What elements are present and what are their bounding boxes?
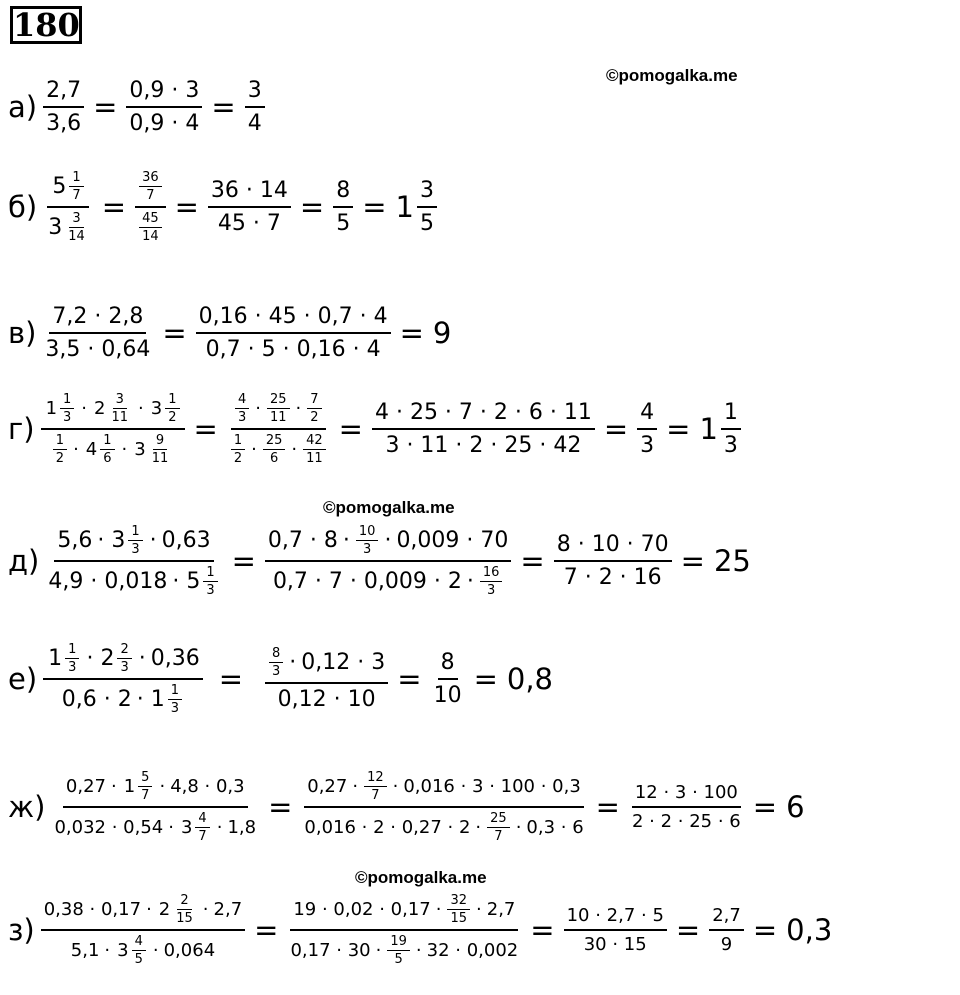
fraction: $\frac{8}{10}$ (433, 650, 462, 708)
equation-row-z (8, 893, 960, 967)
equals-sign: = (268, 790, 293, 824)
fraction: $\frac{0,9 \cdot 3}{0,9 \cdot 4}$ (126, 78, 202, 136)
problem-number: 180 (10, 6, 82, 44)
mixed-number: 3 $\frac{3}{14}$ (48, 211, 85, 244)
equals-sign: = (399, 316, 424, 350)
complex-fraction (43, 170, 93, 244)
fraction: $\frac{10 \cdot 2,7 \cdot 5}{30 \cdot 15}$ (564, 905, 667, 955)
fraction: $\frac{2,7}{9}$ (709, 905, 744, 955)
equals-sign: = (397, 662, 422, 696)
fraction: $\frac{4 \cdot 25 \cdot 7 \cdot 2 \cdot 6 \cdot 11}{3 \cdot 11 \cdot 2 \cdot 25 \cdot 42}$ (372, 400, 595, 458)
fraction: $\frac{4}{3}$ (637, 400, 657, 458)
complex-fraction: $\frac{\frac{36}{7}}{\frac{45}{14}}$ (135, 170, 166, 244)
equals-sign: = (595, 790, 620, 824)
complex-fraction: 19 · 0,02 · 0,17 · $\frac{32}{15}$ · 2,7 0,17 · 30 · $\frac{19}{5}$ · 32 · 0,002 (290, 893, 519, 967)
equals-sign: = (93, 90, 118, 124)
equals-sign: = (338, 412, 363, 446)
mixed-number: 5 $\frac{1}{7}$ (52, 170, 83, 203)
row-label: е) (8, 662, 38, 696)
equation-row-g (8, 392, 960, 466)
complex-fraction: $\frac{8}{3}$ · 0,12 · 3 0,12 · 10 (265, 646, 388, 712)
complex-fraction: 0,7 · 8 · $\frac{10}{3}$ · 0,009 · 70 0,7 · 7 · 0,009 · 2 · $\frac{16}{3}$ (265, 524, 511, 598)
result-value: 6 (786, 790, 805, 824)
equals-sign: = (218, 662, 244, 696)
equals-sign: = (231, 544, 256, 578)
equation-row-d (8, 524, 960, 598)
equation-row-e (8, 642, 960, 716)
equals-sign: = (680, 544, 705, 578)
equals-sign: = (752, 913, 778, 947)
result-value: 0,3 (786, 913, 833, 947)
equals-sign: = (193, 412, 218, 446)
complex-fraction: 5,6 · 3 $\frac{1}{3}$ · 0,63 4,9 · 0,018 · 5 $\frac{1}{3}$ (45, 524, 222, 598)
watermark: ©pomogalka.me (355, 868, 487, 887)
equals-sign: = (603, 412, 629, 446)
equation-row-b (8, 170, 960, 244)
result-mixed-number: 1 $\frac{1}{3}$ (699, 400, 740, 458)
equation-row-v (8, 304, 960, 362)
equals-sign: = (299, 190, 325, 224)
complex-fraction: 0,27 · $\frac{12}{7}$ · 0,016 · 3 · 100 · 0,3 0,016 · 2 · 0,27 · 2 · $\frac{25}{7}$ · 0,3 · 6 (304, 770, 584, 844)
complex-fraction: 1 $\frac{1}{3}$ · 2 $\frac{2}{3}$ · 0,36 0,6 · 2 · 1 $\frac{1}{3}$ (43, 642, 203, 716)
fraction: $\frac{12 \cdot 3 \cdot 100}{2 \cdot 2 \cdot 25 \cdot 6}$ (631, 782, 741, 832)
equation-row-zh (8, 770, 960, 844)
equals-sign: = (254, 913, 279, 947)
complex-fraction: 0,38 · 0,17 · 2 $\frac{2}{15}$ · 2,7 5,1 · 3 $\frac{4}{5}$ · 0,064 (41, 893, 245, 967)
equals-sign: = (174, 190, 199, 224)
row-label: б) (8, 190, 38, 224)
row-label: з) (8, 913, 35, 947)
result-mixed-number: 1 $\frac{3}{5}$ (396, 178, 437, 236)
watermark: ©pomogalka.me (323, 498, 455, 517)
result-value: 25 (713, 544, 751, 578)
equals-sign: = (666, 412, 691, 446)
row-label: д) (8, 544, 40, 578)
complex-fraction: 1 $\frac{1}{3}$ · 2 $\frac{3}{11}$ · 3 $\frac{1}{2}$ $\frac{1}{2}$ · 4 $\frac{1}{6}$ · 3 $\frac{9}{11}$ (41, 392, 185, 466)
equals-sign: = (752, 790, 778, 824)
equals-sign: = (530, 913, 555, 947)
fraction: $\frac{8 \cdot 10 \cdot 70}{7 \cdot 2 \cdot 16}$ (554, 532, 672, 590)
equals-sign: = (473, 662, 498, 696)
fraction: $\frac{8}{5}$ (333, 178, 353, 236)
fraction: $\frac{3}{4}$ (245, 78, 265, 136)
fraction: $\frac{2,7}{3,6}$ (43, 78, 84, 136)
row-label: в) (8, 316, 37, 350)
watermark: ©pomogalka.me (606, 66, 738, 85)
equals-sign: = (362, 190, 387, 224)
complex-fraction: $\frac{4}{3}$ · $\frac{25}{11}$ · $\frac{7}{2}$ $\frac{1}{2}$ · $\frac{25}{6}$ · $\frac{42}{11}$ (227, 392, 330, 466)
row-label: ж) (8, 790, 46, 824)
row-label: а) (8, 90, 38, 124)
result-value: 9 (432, 316, 452, 350)
result-value: 0,8 (506, 662, 554, 696)
equation-row-a (8, 78, 960, 136)
fraction: $\frac{0,16 \cdot 45 \cdot 0,7 \cdot 4}{0,7 \cdot 5 \cdot 0,16 \cdot 4}$ (196, 304, 391, 362)
fraction: $\frac{36 \cdot 14}{45 \cdot 7}$ (208, 178, 291, 236)
complex-fraction: 0,27 · 1 $\frac{5}{7}$ · 4,8 · 0,3 0,032 · 0,54 · 3 $\frac{4}{7}$ · 1,8 (54, 770, 257, 844)
equals-sign: = (101, 190, 127, 224)
fraction: $\frac{7,2 \cdot 2,8}{3,5 \cdot 0,64}$ (45, 304, 151, 362)
equals-sign: = (520, 544, 545, 578)
equals-sign: = (675, 913, 701, 947)
row-label: г) (8, 412, 35, 446)
equals-sign: = (162, 316, 187, 350)
equals-sign: = (211, 90, 236, 124)
